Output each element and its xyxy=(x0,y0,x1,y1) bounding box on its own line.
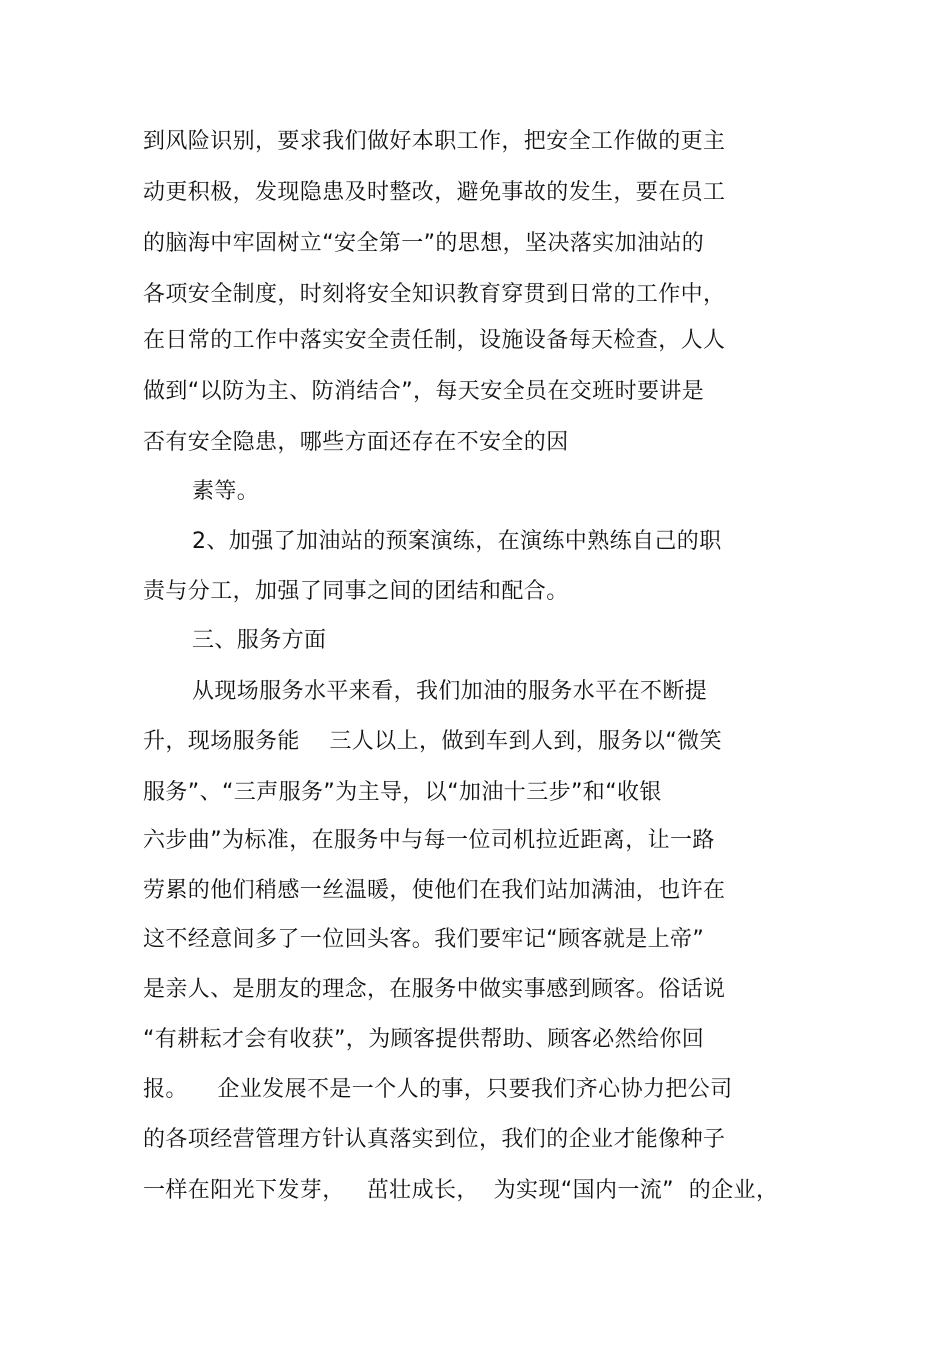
text-line: 责与分工，加强了同事之间的团结和配合。 xyxy=(143,579,569,604)
section-heading: 三、服务方面 xyxy=(192,628,327,653)
text-line: 动更积极，发现隐患及时整改，避免事故的发生，要在员工 xyxy=(143,180,726,205)
text-line: 这不经意间多了一位回头客。我们要牢记“顾客就是上帝” xyxy=(143,927,705,952)
text-line: 2、加强了加油站的预案演练，在演练中熟练自己的职 xyxy=(192,529,722,554)
text-line: 是亲人、是朋友的理念，在服务中做实事感到顾客。俗话说 xyxy=(143,977,726,1002)
text-line: 升，现场服务能 三人以上，做到车到人到，服务以“微笑 xyxy=(143,729,722,754)
text-line: 到风险识别，要求我们做好本职工作，把安全工作做的更主 xyxy=(143,129,726,154)
text-line: 否有安全隐患，哪些方面还存在不安全的因 xyxy=(143,430,569,455)
text-line: 素等。 xyxy=(192,479,260,504)
text-line: 服务”、“三声服务”为主导，以“加油十三步”和“收银 xyxy=(143,780,662,805)
text-line: 一样在阳光下发芽， 茁壮成长， 为实现“国内一流” 的企业， xyxy=(143,1178,779,1203)
text-line: “有耕耘才会有收获”，为顾客提供帮助、顾客必然给你回 xyxy=(143,1027,705,1052)
text-line: 在日常的工作中落实安全责任制，设施设备每天检查，人人 xyxy=(143,328,726,353)
text-line: 的各项经营管理方针认真落实到位，我们的企业才能像种子 xyxy=(143,1127,726,1152)
text-line: 各项安全制度，时刻将安全知识教育穿贯到日常的工作中， xyxy=(143,282,726,307)
text-line: 六步曲”为标准，在服务中与每一位司机拉近距离，让一路 xyxy=(143,828,715,853)
text-line: 从现场服务水平来看，我们加油的服务水平在不断提 xyxy=(192,679,708,704)
text-line: 劳累的他们稍感一丝温暖，使他们在我们站加满油，也许在 xyxy=(143,878,726,903)
text-line: 做到“以防为主、防消结合”，每天安全员在交班时要讲是 xyxy=(143,379,705,404)
text-line: 报。 企业发展不是一个人的事，只要我们齐心协力把公司 xyxy=(143,1077,733,1102)
text-line: 的脑海中牢固树立“安全第一”的思想，坚决落实加油站的 xyxy=(143,231,705,256)
